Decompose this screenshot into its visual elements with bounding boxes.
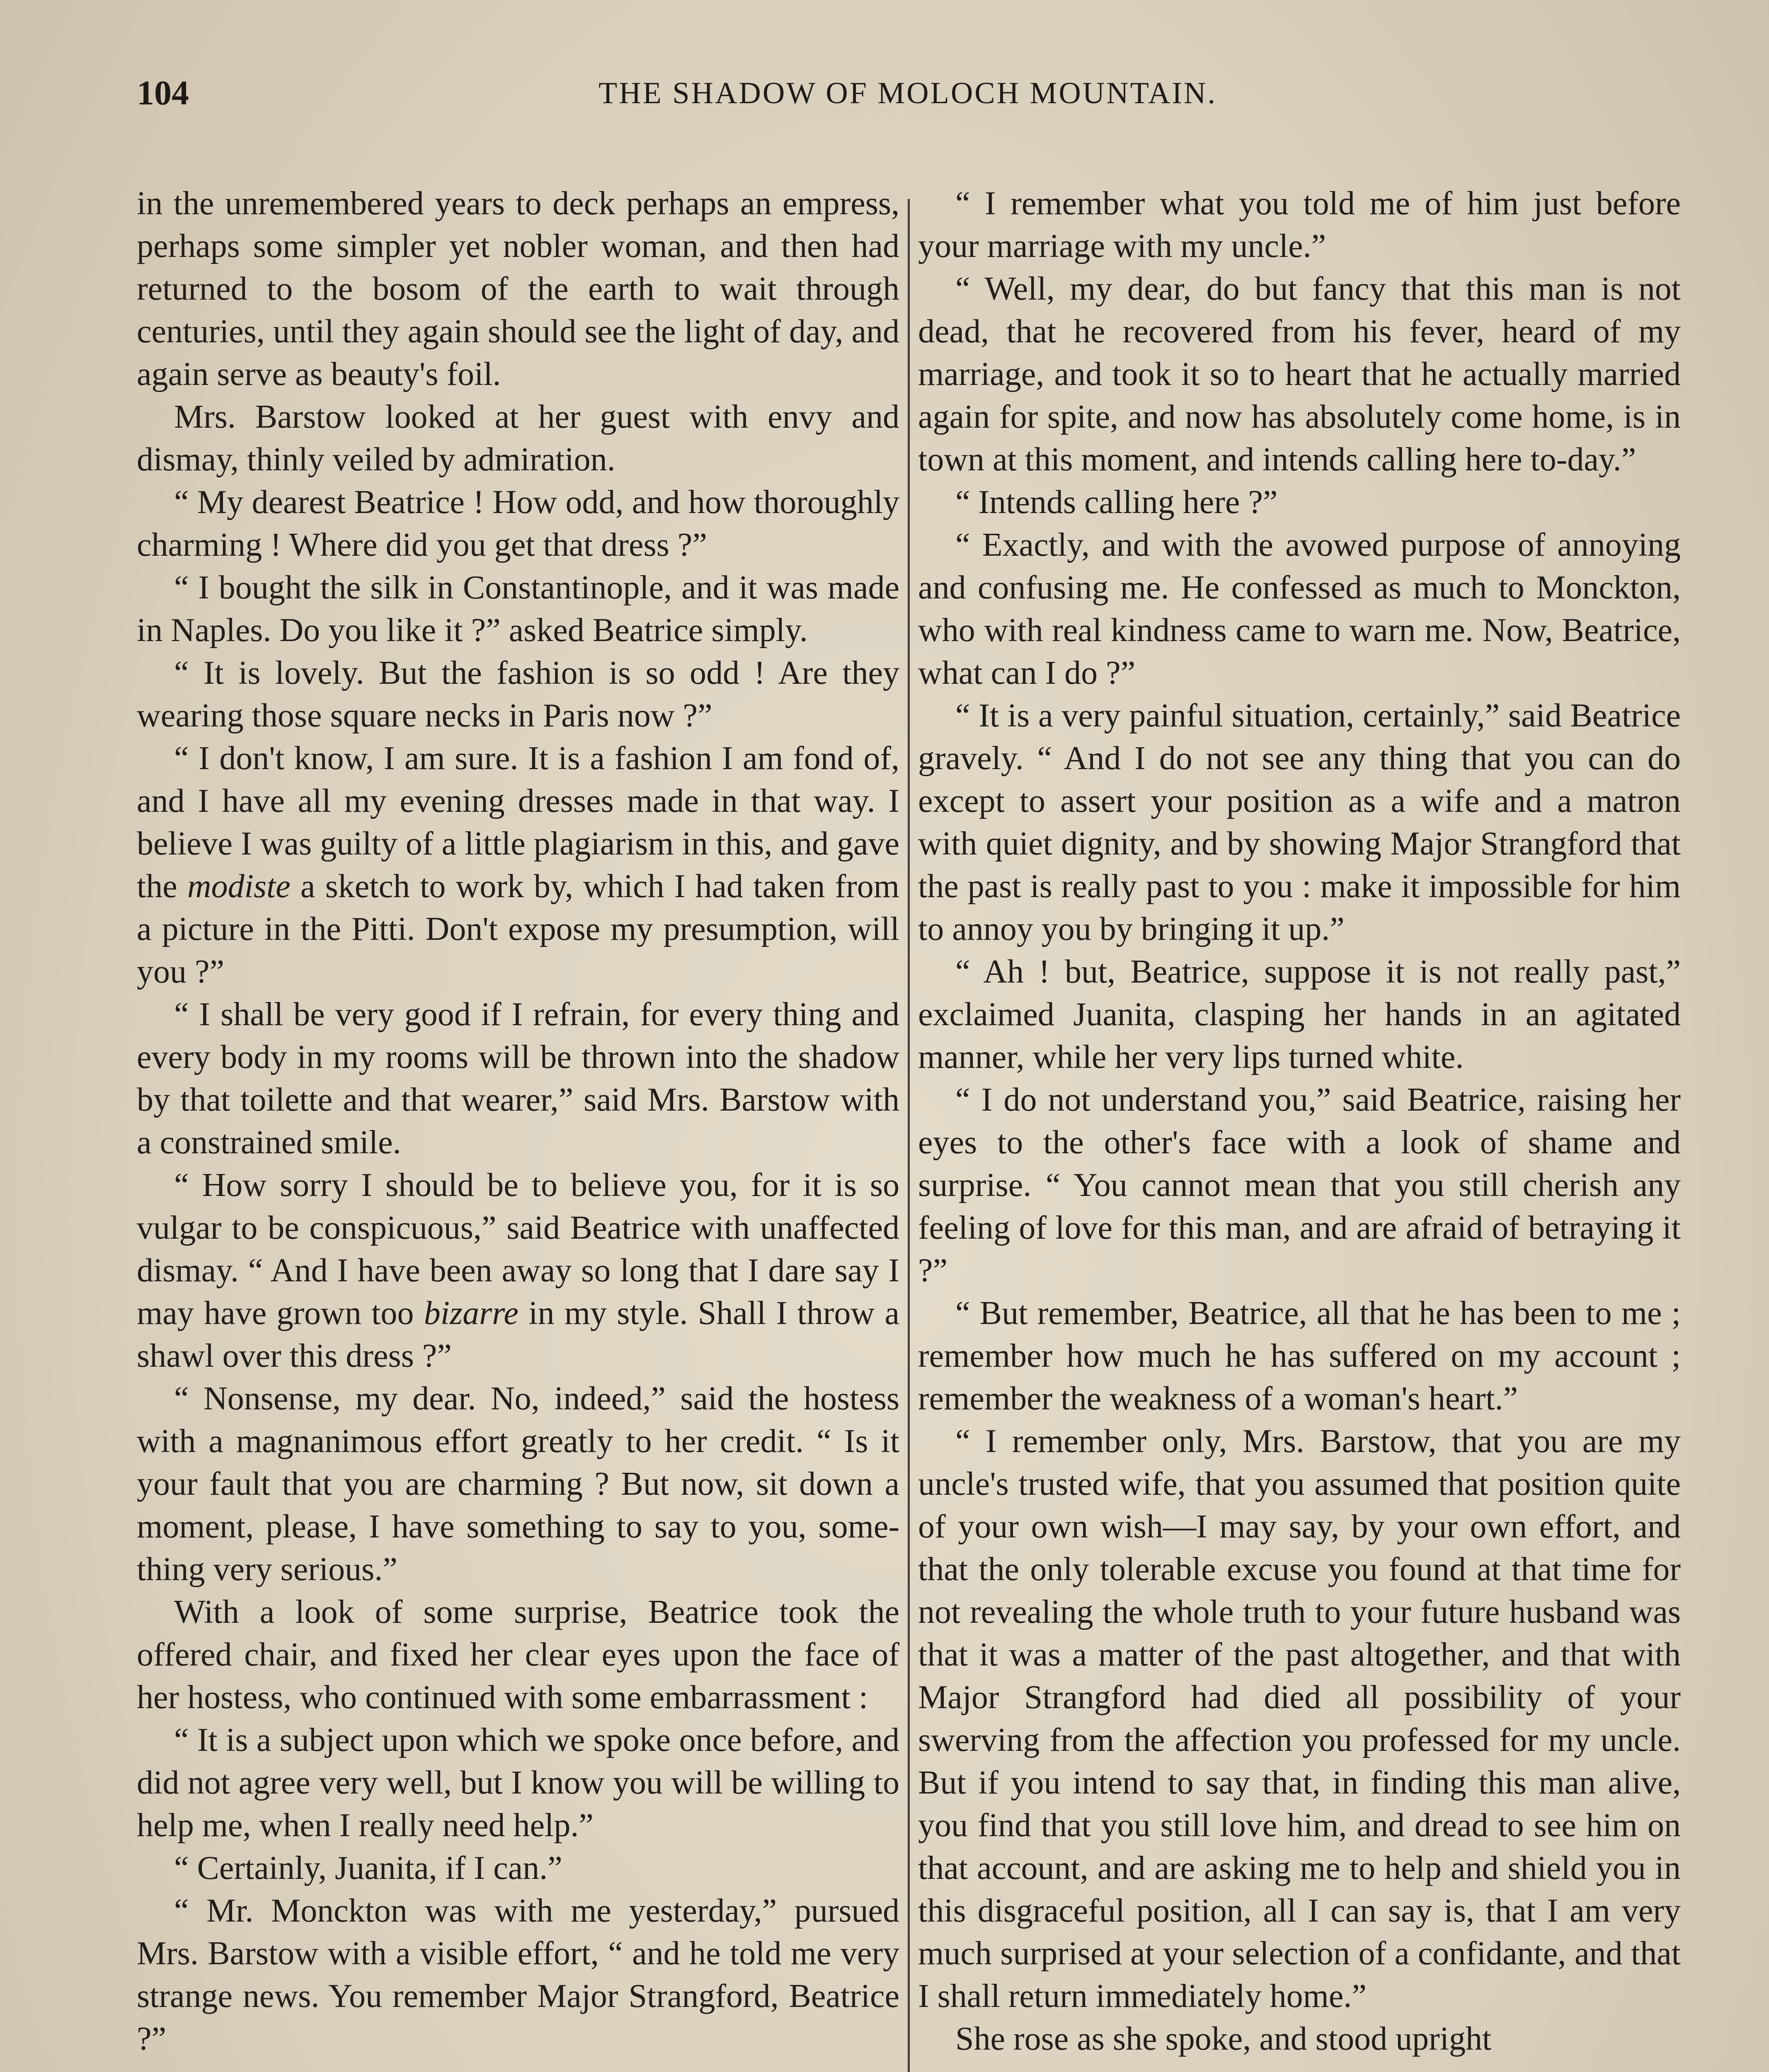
paragraph: [137, 737, 899, 993]
text-run: a sketch to work by, which I had taken from a picture in the Pitti. Don't expose my presumption, will you ?”: [137, 868, 899, 990]
paragraph: “ It is lovely. But the fashion is so odd ! Are they wearing those square necks in Paris now ?”: [137, 655, 899, 734]
paragraph: “ Certainly, Juanita, if I can.”: [174, 1850, 562, 1886]
left-column: [137, 182, 899, 2072]
italic-word: bizarre: [424, 1295, 519, 1331]
right-column: [918, 182, 1681, 2072]
paragraph: “ Well, my dear, do but fancy that this man is not dead, that he recovered from his fever, heard of my marriage, and took it so to heart that he actually married again for spite, and now has absolutely come home, is in town at this moment, and intends calling here to-day.”: [918, 271, 1681, 478]
paragraph: Mrs. Barstow looked at her guest with envy and dismay, thinly veiled by admiration.: [137, 399, 899, 478]
paragraph: “ Exactly, and with the avowed purpose of annoying and confusing me. He confessed as much to Monckton, who with real kindness came to warn me. Now, Beatrice, what can I do ?”: [918, 527, 1681, 691]
paragraph: She rose as she spoke, and stood upright: [955, 2021, 1492, 2057]
paragraph: “ Mr. Monckton was with me yesterday,” pursued Mrs. Barstow with a visible effort, “ and he told me very strange news. You remember Major Strangford, Beatrice ?”: [137, 1893, 899, 2057]
text-run: in my style. Shall I throw a shawl over this dress ?”: [137, 1295, 899, 1374]
paragraph: “ Nonsense, my dear. No, indeed,” said the hostess with a magnanimous effort greatly to her credit. “ Is it your fault that you are charming ? But now, sit down a moment, please, I have something to say to you, something very serious.”: [137, 1380, 899, 1588]
running-title: THE SHADOW OF MOLOCH MOUNTAIN.: [599, 76, 1217, 110]
paragraph: “ I shall be very good if I refrain, for every thing and every body in my rooms will be thrown into the shadow by that toilette and that wearer,” said Mrs. Barstow with a constrained smile.: [137, 996, 899, 1161]
text-run: “ I don't know, I am sure. It is a fashion I am fond of, and I have all my evening dresses made in that way. I believe I was guilty of a little plagiarism in this, and gave the: [137, 740, 899, 905]
paragraph: [137, 1164, 899, 1377]
running-head: [137, 70, 1679, 116]
paragraph: “ I bought the silk in Constantinople, and it was made in Naples. Do you like it ?” asked Beatrice simply.: [137, 569, 899, 649]
paragraph: “ But remember, Beatrice, all that he has been to me ; remember how much he has suffered on my account ; remember the weakness of a woman's heart.”: [918, 1295, 1681, 1417]
paragraph: “ It is a subject upon which we spoke once before, and did not agree very well, but I know you will be willing to help me, when I really need help.”: [137, 1722, 899, 1844]
paragraph: “ I remember only, Mrs. Barstow, that you are my uncle's trusted wife, that you assumed that position quite of your own wish—I may say, by your own effort, and that the only tolerable excuse you found at that time for not revealing the whole truth to your future husband was that it was a matter of the past altogether, and that with Major Strangford had died all possibility of your swerving from the affection you professed for my uncle. But if you intend to say that, in finding this man alive, you find that you still love him, and dread to see him on that account, and are asking me to help and shield you in this disgraceful position, all I can say is, that I am very much surprised at your selection of a confidante, and that I shall return immediately home.”: [918, 1423, 1681, 2014]
paragraph: in the unremembered years to deck perhaps an empress, perhaps some simpler yet nobler woman, and then had returned to the bosom of the earth to wait through centuries, until they again should see the light of day, and again serve as beauty's foil.: [137, 185, 899, 392]
paragraph: With a look of some surprise, Beatrice took the offered chair, and fixed her clear eyes upon the face of her hostess, who continued with some embarrassment :: [137, 1594, 899, 1716]
paragraph: “ Intends calling here ?”: [955, 484, 1278, 520]
page-number: 104: [137, 74, 189, 112]
paragraph: “ Ah ! but, Beatrice, suppose it is not really past,” exclaimed Juanita, clasping her hands in an agitated manner, while her very lips turned white.: [918, 954, 1681, 1075]
paragraph: “ My dearest Beatrice ! How odd, and how thoroughly charming ! Where did you get that dress ?”: [137, 484, 899, 563]
italic-word: modiste: [187, 868, 291, 905]
paragraph: “ I remember what you told me of him just before your marriage with my uncle.”: [918, 185, 1681, 264]
text-run: “ How sorry I should be to believe you, for it is so vulgar to be conspicuous,” said Beatrice with unaffected dismay. “ And I have been away so long that I dare say I may have grown too: [137, 1167, 899, 1331]
paragraph: “ It is a very painful situation, certainly,” said Beatrice gravely. “ And I do not see any thing that you can do except to assert your position as a wife and a matron with quiet dignity, and by showing Major Strangford that the past is really past to you : make it impossible for him to annoy you by bringing it up.”: [918, 697, 1681, 947]
paragraph: “ I do not understand you,” said Beatrice, raising her eyes to the other's face with a look of shame and surprise. “ You cannot mean that you still cherish any feeling of love for this man, and are afraid of betraying it ?”: [918, 1082, 1681, 1289]
column-divider: [908, 199, 910, 2072]
